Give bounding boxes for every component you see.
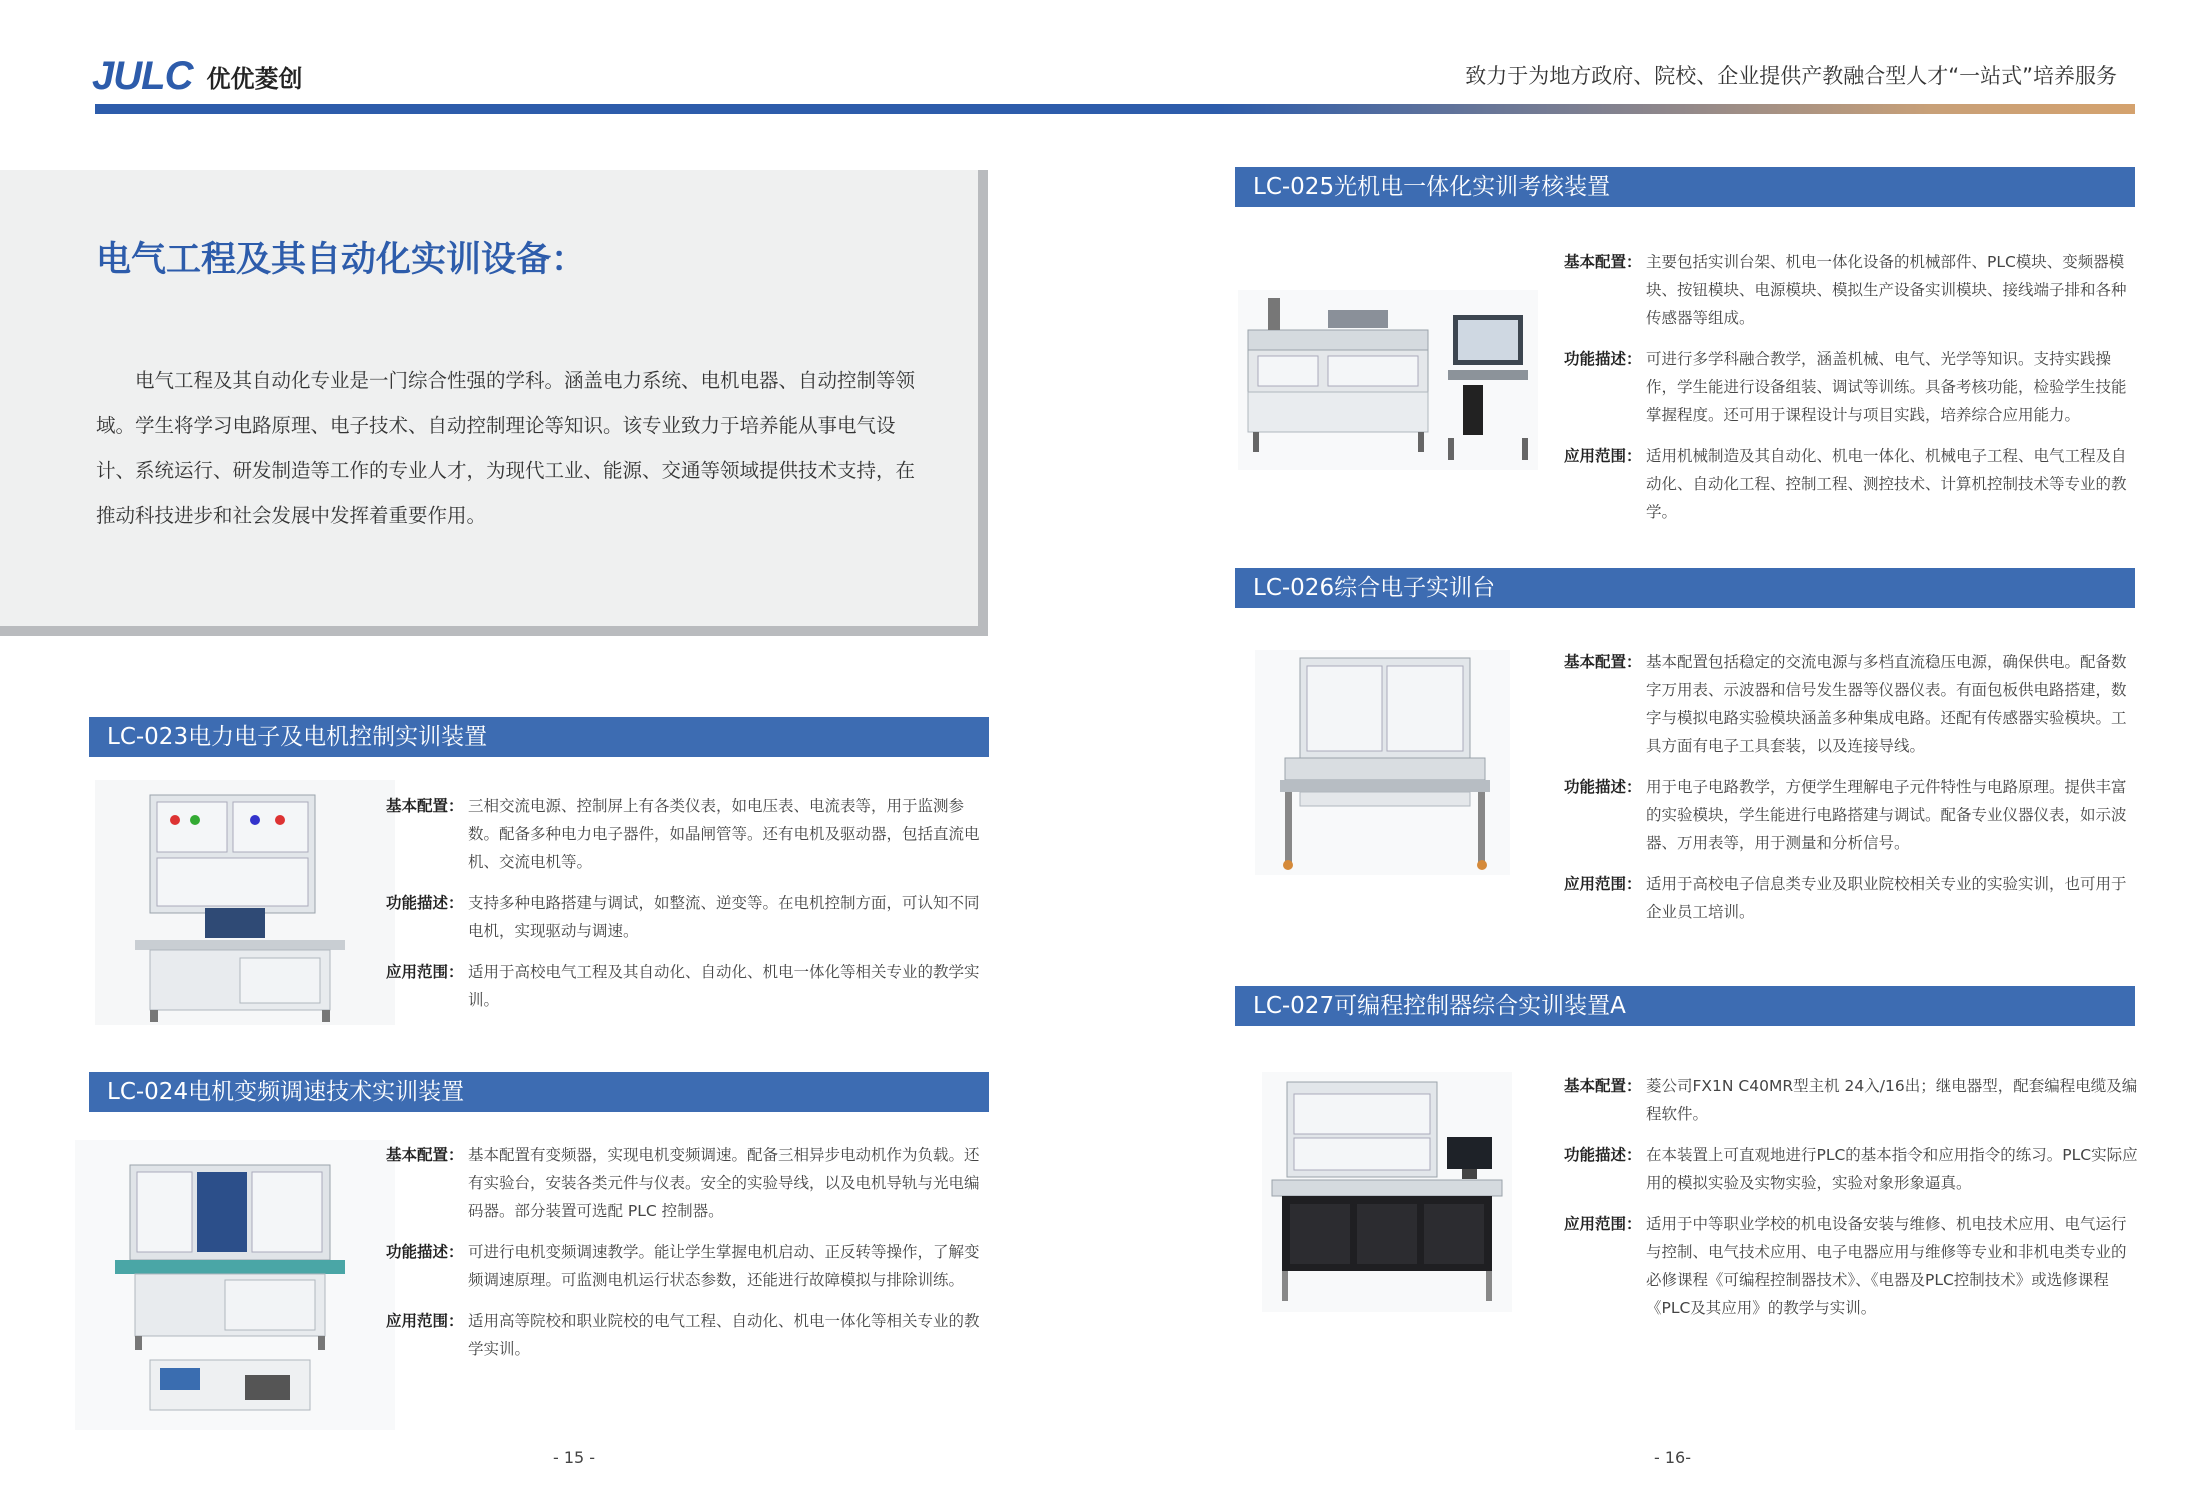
lc023-description — [386, 792, 986, 1027]
scope-label: 应用范围： — [1564, 447, 1642, 465]
lc025-equipment-image — [1238, 290, 1538, 470]
header-slogan: 致力于为地方政府、院校、企业提供产教融合型人才“一站式”培养服务 — [1465, 64, 2117, 88]
function-text: 支持多种电路搭建与调试，如整流、逆变等。在电机控制方面，可认知不同电机，实现驱动与调速。 — [468, 894, 980, 940]
intro-title: 电气工程及其自动化实训设备： — [96, 240, 587, 280]
scope-text: 适用机械制造及其自动化、机电一体化、机械电子工程、电气工程及自动化、自动化工程、控制工程、测控技术、计算机控制技术等专业的教学。 — [1646, 447, 2127, 521]
basic-config-label: 基本配置： — [386, 1146, 464, 1164]
function-label: 功能描述： — [1564, 350, 1642, 368]
function-label: 功能描述： — [386, 894, 464, 912]
basic-config-label: 基本配置： — [1564, 253, 1642, 271]
scope-text: 适用于高校电子信息类专业及职业院校相关专业的实验实训，也可用于企业员工培训。 — [1646, 875, 2127, 921]
basic-config-label: 基本配置： — [386, 797, 464, 815]
basic-config-text: 主要包括实训台架、机电一体化设备的机械部件、PLC模块、变频器模块、按钮模块、电源模块、模拟生产设备实训模块、接线端子排和各种传感器等组成。 — [1646, 253, 2127, 327]
basic-config-label: 基本配置： — [1564, 1077, 1642, 1095]
scope-label: 应用范围： — [386, 1312, 464, 1330]
scope-label: 应用范围： — [386, 963, 464, 981]
basic-config-label: 基本配置： — [1564, 653, 1642, 671]
basic-config-text: 三相交流电源、控制屏上有各类仪表，如电压表、电流表等，用于监测参数。配备多种电力电子器件，如晶闸管等。还有电机及驱动器，包括直流电机、交流电机等。 — [468, 797, 980, 871]
lc026-equipment-image — [1255, 650, 1510, 875]
scope-text: 适用高等院校和职业院校的电气工程、自动化、机电一体化等相关专业的教学实训。 — [468, 1312, 980, 1358]
lc024-description — [386, 1141, 986, 1376]
function-text: 用于电子电路教学，方便学生理解电子元件特性与电路原理。提供丰富的实验模块，学生能进行电路搭建与调试。配备专业仪器仪表，如示波器、万用表等，用于测量和分析信号。 — [1646, 778, 2127, 852]
function-label: 功能描述： — [386, 1243, 464, 1261]
lc026-description — [1564, 648, 2139, 939]
basic-config-text: 基本配置包括稳定的交流电源与多档直流稳压电源，确保供电。配备数字万用表、示波器和信号发生器等仪器仪表。有面包板供电路搭建，数字与模拟电路实验模块涵盖多种集成电路。还配有传感器实验模块。工具方面有电子工具套装，以及连接导线。 — [1646, 653, 2127, 755]
function-text: 在本装置上可直观地进行PLC的基本指令和应用指令的练习。PLC实际应用的模拟实验及实物实验，实验对象形象逼真。 — [1646, 1146, 2138, 1192]
lc024-equipment-image — [75, 1140, 395, 1430]
header-divider — [95, 104, 2135, 114]
basic-config-text: 菱公司FX1N C40MR型主机 24入/16出；继电器型，配套编程电缆及编程软件。 — [1646, 1077, 2138, 1123]
scope-text: 适用于中等职业学校的机电设备安装与维修、机电技术应用、电气运行与控制、电气技术应用、电子电器应用与维修等专业和非机电类专业的必修课程《可编程控制器技术》、《电器及PLC控制技术》或选修课程《PLC及其应用》的教学与实训。 — [1646, 1215, 2127, 1317]
function-text: 可进行电机变频调速教学。能让学生掌握电机启动、正反转等操作，了解变频调速原理。可监测电机运行状态参数，还能进行故障模拟与排除训练。 — [468, 1243, 980, 1289]
logo-text: 优优菱创 — [206, 64, 303, 93]
lc027-equipment-image — [1262, 1072, 1512, 1312]
scope-label: 应用范围： — [1564, 1215, 1642, 1233]
function-text: 可进行多学科融合教学，涵盖机械、电气、光学等知识。支持实践操作，学生能进行设备组装、调试等训练。具备考核功能，检验学生技能掌握程度。还可用于课程设计与项目实践，培养综合应用能力。 — [1646, 350, 2127, 424]
logo-mark: JULC — [92, 54, 193, 98]
function-label: 功能描述： — [1564, 1146, 1642, 1164]
lc025-description — [1564, 248, 2139, 539]
scope-label: 应用范围： — [1564, 875, 1642, 893]
page-number-left: - 15 - — [553, 1448, 596, 1467]
lc027-description — [1564, 1072, 2139, 1335]
intro-paragraph: 电气工程及其自动化专业是一门综合性强的学科。涵盖电力系统、电机电器、自动控制等领域。学生将学习电路原理、电子技术、自动控制理论等知识。该专业致力于培养能从事电气设计、系统运行、研发制造等工作的专业人才，为现代工业、能源、交通等领域提供技术支持，在推动科技进步和社会发展中发挥着重要作用。 — [96, 369, 916, 527]
section-bar-lc023: LC-023电力电子及电机控制实训装置 — [89, 717, 989, 757]
basic-config-text: 基本配置有变频器，实现电机变频调速。配备三相异步电动机作为负载。还有实验台，安装各类元件与仪表。安全的实验导线，以及电机导轨与光电编码器。部分装置可选配 PLC 控制器。 — [468, 1146, 980, 1220]
section-bar-lc026: LC-026综合电子实训台 — [1235, 568, 2135, 608]
section-bar-lc024: LC-024电机变频调速技术实训装置 — [89, 1072, 989, 1112]
section-bar-lc027: LC-027可编程控制器综合实训装置A — [1235, 986, 2135, 1026]
page-number-right: - 16- — [1654, 1448, 1691, 1467]
lc023-equipment-image — [95, 780, 395, 1025]
scope-text: 适用于高校电气工程及其自动化、自动化、机电一体化等相关专业的教学实训。 — [468, 963, 980, 1009]
section-bar-lc025: LC-025光机电一体化实训考核装置 — [1235, 167, 2135, 207]
brand-logo — [92, 54, 302, 98]
function-label: 功能描述： — [1564, 778, 1642, 796]
